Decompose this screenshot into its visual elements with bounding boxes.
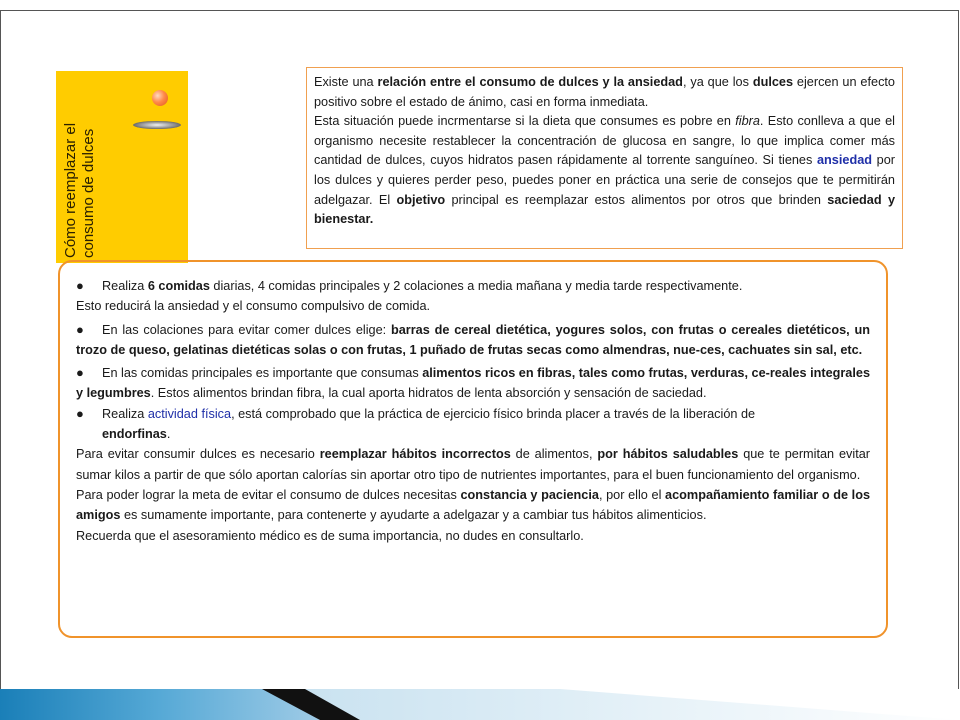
text-segment: , está comprobado que la práctica de ejercicio físico brinda placer a través de la liberación de [231,406,756,421]
text-segment: alimentos ricos en fibras, tales como frutas, verduras, ce-reales integrales y legumbres [76,366,871,401]
text-segment: En las colaciones para evitar comer dulces elige: [102,322,391,337]
text-segment: , por ello el [598,487,666,502]
text-segment: Realiza [102,279,148,293]
bullet-icon: ● [76,278,84,293]
tip-fiber-text [76,366,870,400]
text-segment: objetivo [396,192,446,207]
bullet-icon: ● [76,405,84,421]
bullet-icon: ● [76,365,84,381]
text-segment: reemplazar hábitos incorrectos [319,447,511,462]
text-segment: Esto reducirá la ansiedad y el consumo compulsivo de comida. [76,299,431,314]
footer-decoration [0,689,960,720]
text-segment: constancia y paciencia [460,487,599,502]
sidebar-title [62,68,98,258]
text-segment: dulces [752,75,794,89]
intro-paragraph-2 [314,112,895,230]
text-segment: Existe una [314,75,378,89]
text-segment: ansiedad [817,153,872,168]
text-segment: por hábitos saludables [597,447,739,462]
text-segment: principal es reemplazar estos alimentos por otros que brinden [445,192,828,207]
text-segment: Para poder lograr la meta de evitar el consumo de dulces necesitas [76,487,461,502]
tip-snacks [76,320,870,361]
bullet-icon: ● [76,321,84,337]
text-segment: Para evitar consumir dulces es necesario [76,447,320,462]
habits-paragraph [76,444,870,485]
tip-exercise [76,404,870,424]
text-segment: . Esto conlleva a que el organismo necesite restablecer la concentración de glucosa en sangre, lo que implica comer más cantidad de dulces, cuyos hidratos pasen rápidamente al torrente sanguíneo. Si tienes [314,114,896,168]
sidebar-title-line-1: Cómo reemplazar el [62,122,79,258]
intro-paragraph-1 [314,73,895,112]
text-segment: de alimentos, [510,447,598,462]
text-segment: saciedad y bienestar. [314,192,895,227]
text-segment: diarias, 4 comidas principales y 2 colaciones a media mañana y media tarde respectivamente. [209,279,743,293]
text-segment: que te permitan evitar sumar kilos a partir de que sólo aportan calorías sin aportar otro tipo de nutrientes importantes, para el buen funcionamiento del organismo. [76,447,871,482]
text-segment: por los dulces y quieres perder peso, puedes poner en práctica una serie de consejos que te permitirán adelgazar. El [314,153,895,207]
tip-exercise-text [102,407,755,421]
medical-advice-paragraph [76,526,870,546]
text-segment: ejercen un efecto positivo sobre el estado de ánimo, casi en forma inmediata. [314,75,895,109]
text-segment: En las comidas principales es importante que consumas [102,366,423,381]
text-segment: es sumamente importante, para contenerte y ayudarte a adelgazar y a cambiar tus hábitos alimenticios. [120,508,707,523]
text-segment: fibra [735,114,760,129]
constancy-paragraph [76,485,870,526]
text-segment: Recuerda que el asesoramiento médico es de suma importancia, no dudes en consultarlo. [76,528,584,543]
text-segment: Realiza [102,406,148,421]
tip-meals [76,276,870,296]
text-segment: barras de cereal dietética, yogures solos, con frutas o cereales dietéticos, un trozo de queso, gelatinas dietéticas solas o con frutas, 1 puñado de frutas secas como almendras, nue-ces, cachuates sin sal, etc. [76,322,870,357]
text-segment: . Estos alimentos brindan fibra, la cual aporta hidratos de lenta absorción y sensación de saciedad. [150,386,707,401]
text-segment: actividad física [147,406,232,421]
text-segment: . [166,427,171,442]
tip-exercise-cont [76,424,870,444]
sidebar-title-line-2: consumo de dulces [80,128,97,258]
text-segment: acompañamiento familiar o de los amigos [76,487,871,523]
disc-shadow-icon [133,121,181,129]
tip-meals-follow [76,296,870,316]
tip-snacks-text [76,323,870,357]
orange-ball-icon [152,90,168,106]
text-segment: relación entre el consumo de dulces y la ansiedad [377,75,683,89]
text-segment: Esta situación puede incrmentarse si la dieta que consumes es pobre en [314,114,736,129]
tip-fiber [76,363,870,404]
tip-meals-text [102,279,742,293]
text-segment: endorfinas [102,427,167,442]
text-segment: 6 comidas [147,279,210,293]
tips-box [58,260,888,638]
intro-box [306,67,903,249]
text-segment: , ya que los [682,75,753,89]
